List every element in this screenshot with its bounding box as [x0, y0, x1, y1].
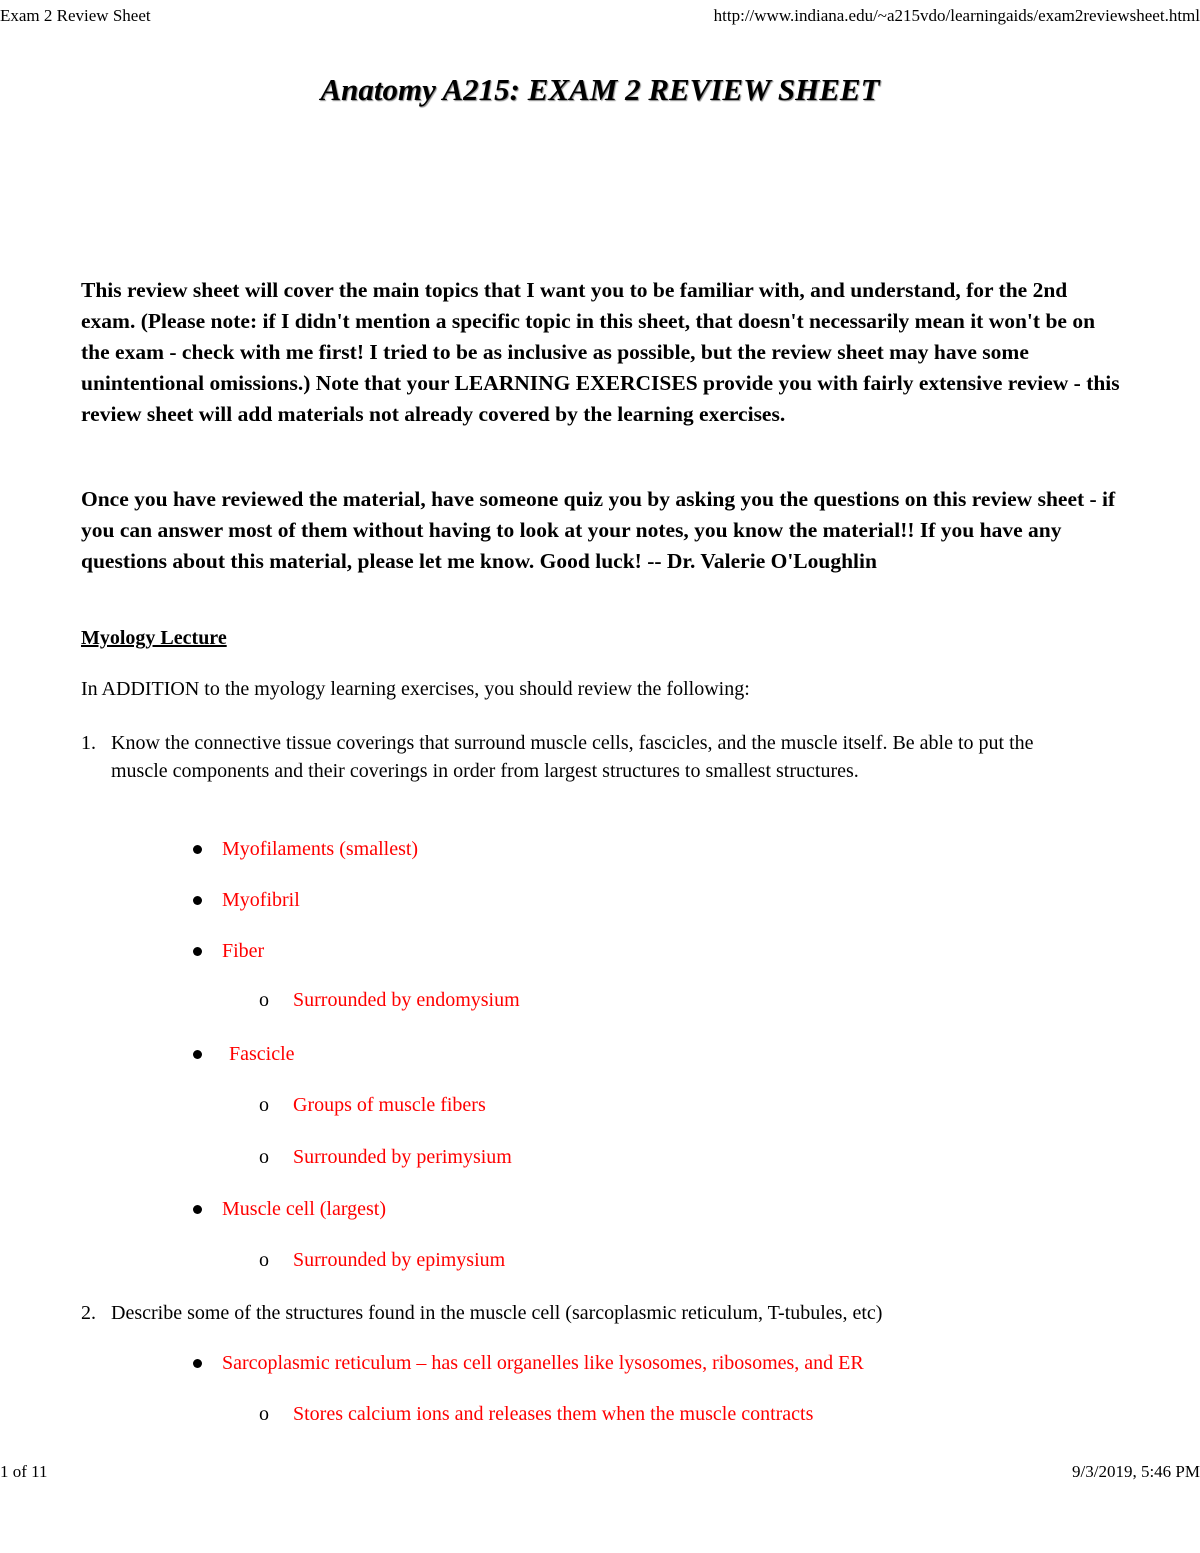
- print-header-url: http://www.indiana.edu/~a215vdo/learningaids/exam2reviewsheet.html: [713, 6, 1200, 25]
- bullet-dot-icon: [193, 1050, 202, 1059]
- bullet-dot-icon: [193, 845, 202, 854]
- sub-bullet-marker: o: [259, 1094, 269, 1116]
- print-footer-page-count: 1 of 11: [0, 1462, 48, 1481]
- answer-text: Surrounded by endomysium: [293, 989, 520, 1011]
- question-number: 1.: [81, 732, 96, 754]
- bullet-dot-icon: [193, 947, 202, 956]
- sub-bullet-marker: o: [259, 1403, 269, 1425]
- question-number: 2.: [81, 1302, 96, 1324]
- sub-bullet-marker: o: [259, 989, 269, 1011]
- answer-text: Myofibril: [222, 889, 300, 911]
- bullet-dot-icon: [193, 896, 202, 905]
- question-text: Describe some of the structures found in the muscle cell (sarcoplasmic reticulum, T-tubules, etc): [111, 1302, 883, 1324]
- sub-bullet-marker: o: [259, 1146, 269, 1168]
- section-heading: Myology Lecture: [81, 627, 227, 649]
- bullet-dot-icon: [193, 1205, 202, 1214]
- intro-paragraph-1: This review sheet will cover the main topics that I want you to be familiar with, and understand, for the 2nd exam. (Please note: if I didn't mention a specific topic in this sheet, that doesn't necessarily mean it won't be on the exam - check with me first! I tried to be as inclusive as possible, but the review sheet may have some unintentional omissions.) Note that your LEARNING EXERCISES provide you with fairly extensive review - this review sheet will add materials not already covered by the learning exercises.: [81, 278, 1120, 426]
- document-title: Anatomy A215: EXAM 2 REVIEW SHEET: [320, 72, 880, 107]
- answer-text: Groups of muscle fibers: [293, 1094, 486, 1116]
- section-instruction: In ADDITION to the myology learning exercises, you should review the following:: [81, 678, 750, 700]
- intro-paragraph-2: Once you have reviewed the material, have someone quiz you by asking you the questions on this review sheet - if you can answer most of them without having to look at your notes, you know the material!! If you have any questions about this material, please let me know. Good luck! -- Dr. Valerie O'Loughlin: [81, 487, 1116, 573]
- answer-text: Myofilaments (smallest): [222, 838, 419, 860]
- answer-text: Sarcoplasmic reticulum – has cell organelles like lysosomes, ribosomes, and ER: [222, 1352, 864, 1374]
- bullet-dot-icon: [193, 1359, 202, 1368]
- answer-text: Fiber: [222, 940, 265, 962]
- print-header-page-title: Exam 2 Review Sheet: [0, 6, 151, 25]
- answer-text: Muscle cell (largest): [222, 1198, 387, 1220]
- sub-bullet-marker: o: [259, 1249, 269, 1271]
- answer-text: Surrounded by perimysium: [293, 1146, 512, 1168]
- print-footer-datetime: 9/3/2019, 5:46 PM: [1072, 1462, 1200, 1481]
- question-text: Know the connective tissue coverings that surround muscle cells, fascicles, and the muscle itself. Be able to put the muscle components and their coverings in order from largest structures to smallest structures.: [111, 732, 1034, 782]
- answer-text: Fascicle: [229, 1043, 295, 1065]
- answer-text: Surrounded by epimysium: [293, 1249, 506, 1271]
- answer-text: Stores calcium ions and releases them when the muscle contracts: [293, 1403, 814, 1425]
